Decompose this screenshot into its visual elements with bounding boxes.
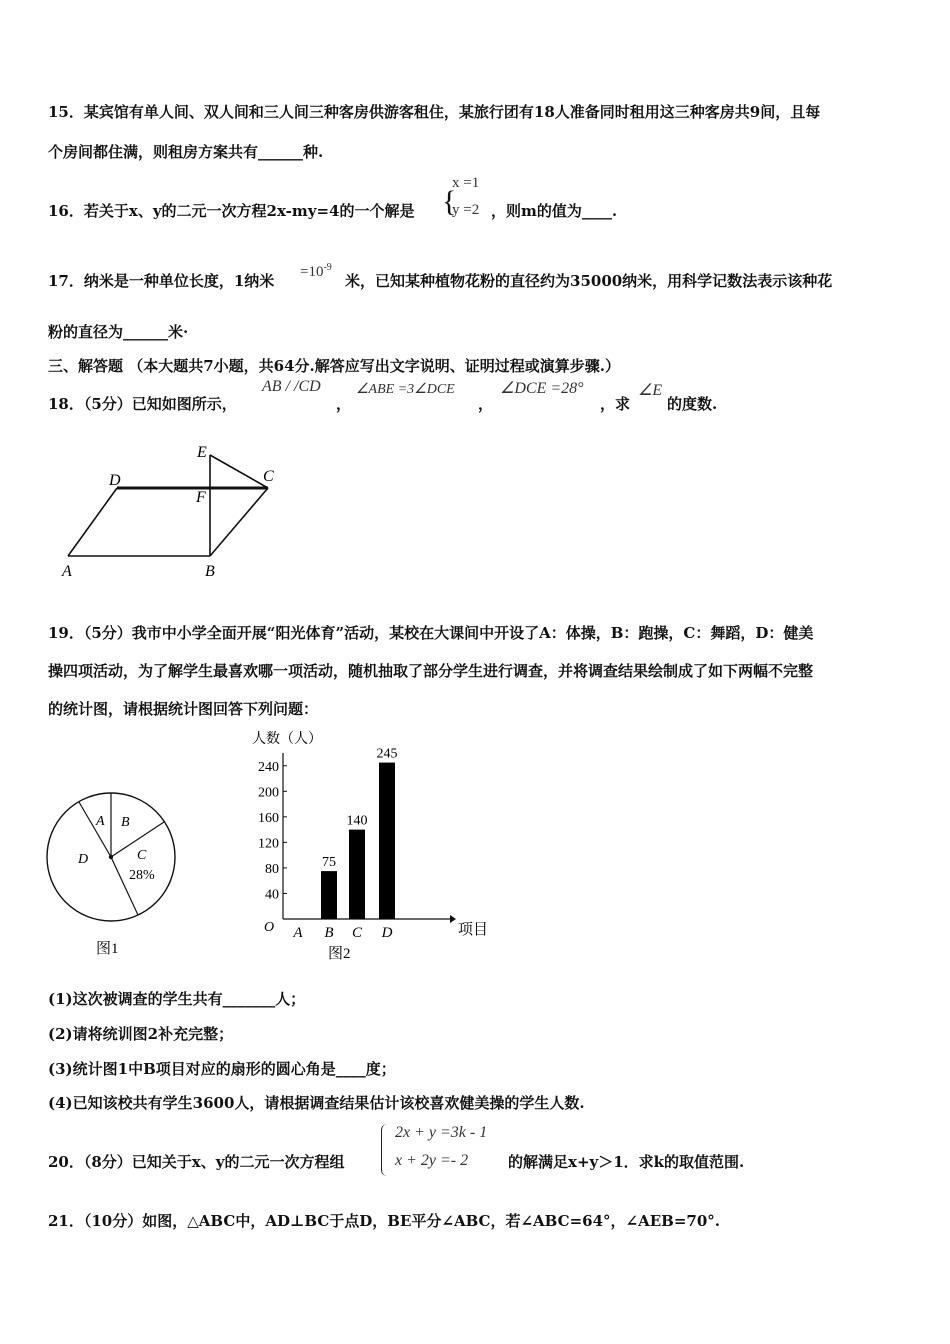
q18-cond3: ∠DCE =28° <box>500 380 584 397</box>
bar-chart-x-arrow <box>450 915 456 923</box>
x-category-label: C <box>351 925 363 941</box>
parallelogram-figure <box>55 438 295 583</box>
segment-bc <box>210 488 268 556</box>
q20-eq1: 2x + y =3k - 1 <box>395 1124 488 1141</box>
pie-label-c: C <box>137 848 147 863</box>
q18-prefix: 18．（5分）已知如图所示， <box>48 395 237 413</box>
q20-eq2: x + 2y =- 2 <box>395 1152 469 1169</box>
bar-value-label: 75 <box>322 855 336 871</box>
bar-d <box>379 763 395 919</box>
pie-center <box>109 855 113 859</box>
y-tick-label: 200 <box>258 785 279 801</box>
label-a: A <box>62 563 72 580</box>
pie-label-c-percent: 28% <box>129 868 155 883</box>
segment-ad <box>68 488 117 556</box>
q18-cond2: ∠ABE =3∠DCE <box>356 382 455 397</box>
q19-line2: 操四项活动，为了解学生最喜欢哪一项活动，随机抽取了部分学生进行调查，并将调查结果绘制成了如下两幅不完整 <box>48 662 814 680</box>
q19-line3: 的统计图，请根据统计图回答下列问题： <box>48 700 319 718</box>
q19-line1: 19．（5分）我市中小学全面开展“阳光体育”活动，某校在大课间中开设了A：体操，B：跑操，C：舞蹈，D：健美 <box>48 624 814 642</box>
label-d: D <box>109 472 121 489</box>
pie-chart-figure <box>40 785 190 965</box>
y-tick-label: 80 <box>265 861 279 877</box>
q19-sub4: (4)已知该校共有学生3600人，请根据调查结果估计该校喜欢健美操的学生人数. <box>48 1094 585 1112</box>
q16-suffix: ，则m的值为____. <box>491 202 618 220</box>
q20-prefix: 20．（8分）已知关于x、y的二元一次方程组 <box>48 1153 345 1171</box>
bar-chart-origin: O <box>264 920 275 935</box>
q17-prefix: 17．纳米是一种单位长度，1纳米 <box>48 272 275 290</box>
q19-sub2: (2)请将统训图2补充完整； <box>48 1025 234 1043</box>
x-category-label: D <box>381 925 393 941</box>
q16-eq2: y =2 <box>452 202 480 218</box>
bar-chart-ylabel: 人数（人） <box>252 732 322 747</box>
bar-chart-xlabel: 项目 <box>458 922 489 938</box>
pie-label-b: B <box>121 815 130 830</box>
y-tick-label: 160 <box>258 810 279 826</box>
label-c: C <box>263 468 274 485</box>
q16-brace: { <box>442 185 457 218</box>
y-tick-label: 120 <box>258 836 279 852</box>
section3-heading: 三、解答题 （本大题共7小题，共64分.解答应写出文字说明、证明过程或演算步骤.） <box>48 357 620 375</box>
y-tick-label: 40 <box>265 887 279 903</box>
q17-line2: 粉的直径为______米· <box>48 323 189 341</box>
x-category-label: A <box>293 925 303 941</box>
pie-divider-ad <box>79 802 111 857</box>
pie-caption: 图1 <box>96 941 119 957</box>
q18-cond1: AB / /CD <box>262 378 321 395</box>
q18-suffix: 的度数. <box>667 395 718 413</box>
label-e: E <box>197 444 207 461</box>
q18-sep3: ，求 <box>600 395 631 413</box>
bar-chart-figure <box>250 725 495 970</box>
q18-target: ∠E <box>638 382 663 399</box>
q20-brace <box>381 1124 390 1176</box>
q18-sep2: ， <box>478 395 494 413</box>
bar-value-label: 140 <box>346 813 368 829</box>
q15-line2: 个房间都住满，则租房方案共有______种. <box>48 143 324 161</box>
q17-exponent: -9 <box>323 262 332 273</box>
q19-sub1: (1)这次被调查的学生共有_______人； <box>48 990 306 1008</box>
pie-divider-cd <box>111 857 138 915</box>
bar-chart-caption: 图2 <box>328 946 351 962</box>
bar-b <box>321 871 337 919</box>
label-f: F <box>196 489 206 506</box>
q16-eq1: x =1 <box>452 175 480 191</box>
q17-eq <box>300 262 332 281</box>
y-tick-label: 240 <box>258 759 279 775</box>
bar-c <box>349 830 365 919</box>
q18-sep1: ， <box>336 395 352 413</box>
x-category-label: B <box>324 925 334 941</box>
bar-value-label: 245 <box>376 746 398 762</box>
q21-text: 21．（10分）如图，△ABC中，AD⊥BC于点D，BE平分∠ABC，若∠ABC=64°，∠AEB=70°. <box>48 1212 721 1230</box>
pie-label-a: A <box>96 814 105 829</box>
segment-ec <box>210 455 268 488</box>
q19-sub3: (3)统计图1中B项目对应的扇形的圆心角是____度； <box>48 1060 396 1078</box>
q17-suffix: 米，已知某种植物花粉的直径约为35000纳米，用科学记数法表示该种花 <box>345 272 833 290</box>
label-b: B <box>205 563 215 580</box>
q16-prefix: 16．若关于x、y的二元一次方程2x-my=4的一个解是 <box>48 202 415 220</box>
q15-line1: 15．某宾馆有单人间、双人间和三人间三种客房供游客租住，某旅行团有18人准备同时租用这三种客房共9间，且每 <box>48 103 821 121</box>
pie-label-d: D <box>78 852 89 867</box>
q20-suffix: 的解满足x+y＞1．求k的取值范围. <box>508 1153 745 1171</box>
q17-eq-base: =10 <box>300 264 324 280</box>
